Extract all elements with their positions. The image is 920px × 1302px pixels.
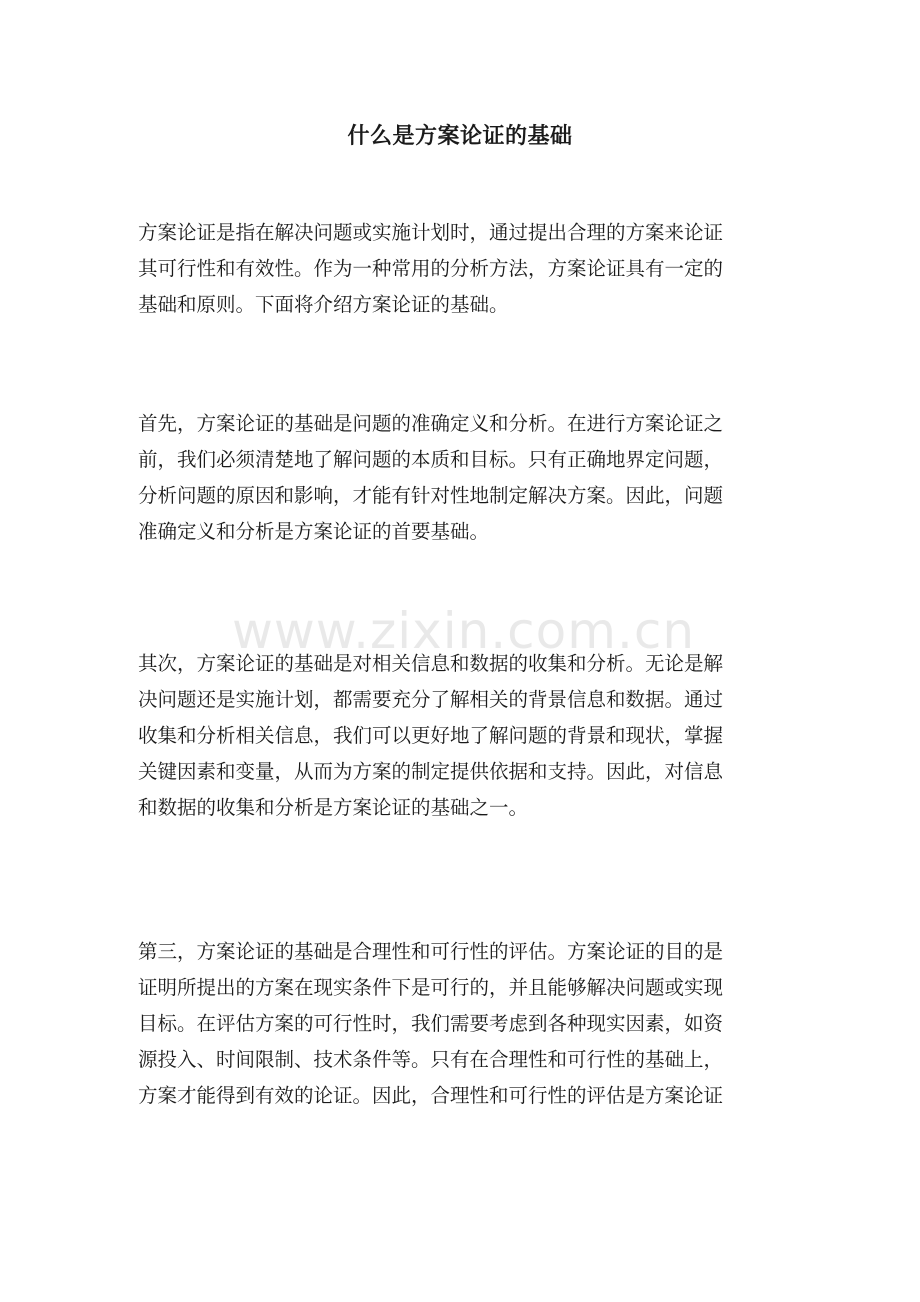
paragraph-line: 其次，方案论证的基础是对相关信息和数据的收集和分析。无论是解 — [138, 652, 724, 675]
paragraph-line: 和数据的收集和分析是方案论证的基础之一。 — [138, 796, 529, 819]
paragraph-line: 方案才能得到有效的论证。因此，合理性和可行性的评估是方案论证 — [138, 1084, 724, 1107]
paragraph-line: 基础和原则。下面将介绍方案论证的基础。 — [138, 293, 509, 316]
document-title: 什么是方案论证的基础 — [347, 123, 573, 149]
paragraph-line: 其可行性和有效性。作为一种常用的分析方法，方案论证具有一定的 — [138, 257, 724, 280]
paragraph-line: 首先，方案论证的基础是问题的准确定义和分析。在进行方案论证之 — [138, 412, 724, 435]
paragraph-line: 证明所提出的方案在现实条件下是可行的，并且能够解决问题或实现 — [138, 976, 724, 999]
paragraph-3 — [138, 646, 786, 826]
paragraph-1 — [138, 215, 786, 323]
watermark-text: www.zixin.com.cn — [232, 602, 696, 660]
paragraph-line: 准确定义和分析是方案论证的首要基础。 — [138, 520, 490, 543]
paragraph-2 — [138, 406, 786, 550]
paragraph-line: 目标。在评估方案的可行性时，我们需要考虑到各种现实因素，如资 — [138, 1012, 724, 1035]
paragraph-line: 源投入、时间限制、技术条件等。只有在合理性和可行性的基础上， — [138, 1048, 724, 1071]
paragraph-line: 前，我们必须清楚地了解问题的本质和目标。只有正确地界定问题， — [138, 448, 724, 471]
paragraph-line: 关键因素和变量，从而为方案的制定提供依据和支持。因此，对信息 — [138, 760, 724, 783]
paragraph-line: 方案论证是指在解决问题或实施计划时，通过提出合理的方案来论证 — [138, 221, 724, 244]
paragraph-line: 分析问题的原因和影响，才能有针对性地制定解决方案。因此，问题 — [138, 484, 724, 507]
paragraph-4 — [138, 934, 786, 1114]
paragraph-line: 决问题还是实施计划，都需要充分了解相关的背景信息和数据。通过 — [138, 688, 724, 711]
paragraph-line: 收集和分析相关信息，我们可以更好地了解问题的背景和现状，掌握 — [138, 724, 724, 747]
paragraph-line: 第三，方案论证的基础是合理性和可行性的评估。方案论证的目的是 — [138, 940, 724, 963]
